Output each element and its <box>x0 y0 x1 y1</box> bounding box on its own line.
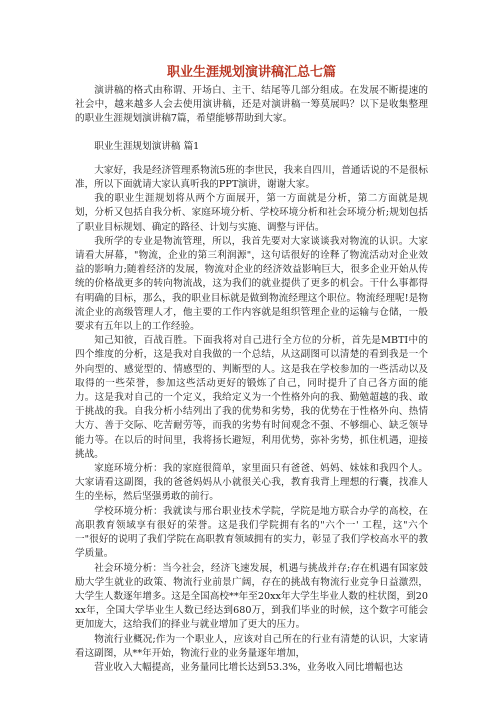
body-paragraph: 社会环境分析：当今社会，经济飞速发展，机遇与挑战并存;存在机遇有国家鼓励大学生就业的政策、物流行业前景广阔，存在的挑战有物流行业竞争日益激烈，大学生人数逐年增多。这是全国高校**年至20xx年大学生毕业人数的柱状图，到20xx年，全国大学毕业生人数已经达到680万，到我们毕业的时候，这个数字可能会更加庞大，这给我们的择业与就业增加了更大的压力。 <box>75 562 428 631</box>
body-paragraph: 学校环境分析：我就读与邢台职业技术学院，学院是地方联合办学的高校，在高职教育领域享有很好的荣誉。这是我们学院拥有名的"六个一' 工程，这"六个一"很好的说明了我们学院在高职教育领域拥有的实力，彰显了我们学校高水平的教学质量。 <box>75 505 428 560</box>
body-paragraph: 大家好，我是经济管理系物流5班的李世民，我来自四川，普通话说的不是很标准，所以下面就请大家认真听我的PPT演讲，谢谢大家。 <box>75 164 428 191</box>
body-paragraph: 我的职业生涯规划将从两个方面展开，第一方面就是分析，第二方面就是规划，分析又包括自我分析、家庭环境分析、学校环境分析和社会环境分析;规划包括了职业目标规划、确定的路径、计划与实施、调整与评估。 <box>75 193 428 233</box>
body-paragraph: 家庭环境分析：我的家庭很简单，家里面只有爸爸、妈妈、妹妹和我四个人。大家请看这副图，我的爸爸妈妈从小就很关心我，教育我背上理想的行囊，找准人生的坐标，然后坚强勇敢的前行。 <box>75 463 428 503</box>
body-paragraph: 营业收入大幅提高，业务量同比增长达到53.3%，业务收入同比增幅也达 <box>94 661 403 673</box>
section-heading: 职业生涯规划演讲稿 篇1 <box>94 140 200 152</box>
intro-paragraph: 演讲稿的格式由称谓、开场白、主干、结尾等几部分组成。在发展不断提速的社会中，越来越多人会去使用演讲稿，还是对演讲稿一筹莫展吗？以下是收集整理的职业生涯规划演讲稿7篇，希望能够帮助到大家。 <box>75 85 428 125</box>
body-paragraph: 知己知彼，百战百胜。下面我将对自己进行全方位的分析，首先是MBTI中的四个维度的分析，这是我对自我做的一个总结，从这副图可以清楚的看到我是一个外向型的、感觉型的、情感型的、判断型的人。这是我在学校参加的一些活动以及取得的一些荣誉，参加这些活动更好的锻炼了自己，同时提升了自己各方面的能力。这是我对自己的一个定义，我给定义为一个性格外向的我、勤勉超越的我、敢于挑战的我。自我分析小结列出了我的优势和劣势，我的优势在于性格外向、热情大方、善于交际、吃苦耐劳等，而我的劣势有时间观念不强、不够细心、缺乏领导能力等。在以后的时间里，我将扬长避短，利用优势，弥补劣势，抓住机遇，迎接挑战。 <box>75 335 428 460</box>
body-paragraph: 物流行业概况;作为一个职业人，应该对自己所在的行业有清楚的认识，大家请看这副图，从**年开始，物流行业的业务量逐年增加， <box>75 633 428 659</box>
body-paragraph: 我所学的专业是物流管理，所以，我首先要对大家谈谈我对物流的认识。大家请看大屏幕，"物流，企业的第三利润源"，这句话很好的诠释了物流活动对企业效益的影响力;随着经济的发展，物流对企业的经济效益影响巨大，很多企业开始从传统的价格战更多的转向物流战，这为我们的就业提供了更多的机会。干什么事都得有明确的目标，那么，我的职业目标就是做到物流经理这个职位。物流经理呢!是物流企业的高级管理人才，他主要的工作内容就是组织管理企业的运输与仓储，一般要求有五年以上的工作经验。 <box>75 235 428 333</box>
document-title: 职业生涯规划演讲稿汇总七篇 <box>166 65 336 80</box>
